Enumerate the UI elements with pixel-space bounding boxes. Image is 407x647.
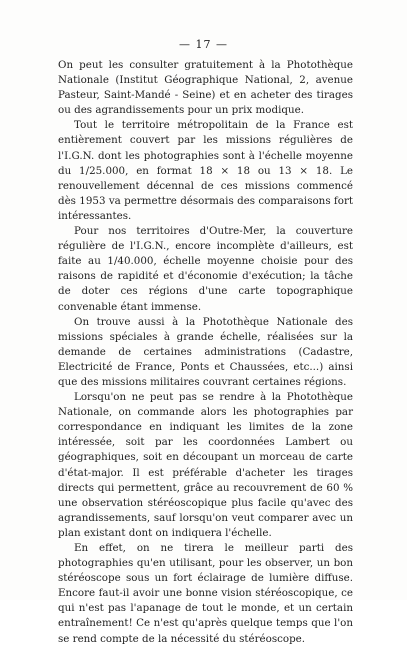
- paragraph-stereoscope: En effet, on ne tirera le meilleur parti des photographies qu'en utilisant, pour les observer, un bon stéréoscope sous un fort éclairage de lumière diffuse. Encore faut-il avoir une bonne vision stéréoscopique, ce qui n'est pas l'apanage de tout le monde, et un certain entraînement! Ce n'est qu'après quelque temps que l'on se rend compte de la nécessité du stéréoscope.: [58, 542, 353, 645]
- page-number: — 17 —: [179, 38, 228, 51]
- paragraph-metropolitan-coverage: Tout le territoire métropolitain de la France est entièrement couvert par les missions régulières de l'I.G.N. dont les photographies sont à l'échelle moyenne du 1/25.000, en format 18 × 18 ou 13 × 18. Le renouvellement décennal de ces missions commencé dès 1953 va permettre désormais des comparaisons fort intéressantes.: [58, 119, 353, 222]
- paragraph-overseas-coverage: Pour nos territoires d'Outre-Mer, la couverture régulière de l'I.G.N., encore incomplète d'ailleurs, est faite au 1/40.000, échelle moyenne choisie pour des raisons de rapidité et d'économie d'exécution; la tâche de doter ces régions d'une carte topographique convenable étant immense.: [58, 225, 353, 313]
- paragraph-ordering: Lorsqu'on ne peut pas se rendre à la Photothèque Nationale, on commande alors les photographies par correspondance en indiquant les limites de la zone intéressée, soit par les coordonnées Lambert ou géographiques, soit en découpant un morceau de carte d'état-major. Il est préférable d'acheter les tirages directs qui permettent, grâce au recouvrement de 60 % une observation stéréoscopique plus facile qu'avec des agrandissements, sauf lorsqu'on veut comparer avec un plan existant dont on indiquera l'échelle.: [58, 391, 353, 539]
- body-text: [58, 58, 353, 647]
- paragraph-consultation: On peut les consulter gratuitement à la Photothèque Nationale (Institut Géographique National, 2, avenue Pasteur, Saint-Mandé - Seine) et en acheter des tirages ou des agrandissements pour un prix modique.: [58, 59, 353, 117]
- paragraph-special-missions: On trouve aussi à la Photothèque Nationale des missions spéciales à grande échelle, réalisées sur la demande de certaines administrations (Cadastre, Electricité de France, Ponts et Chaussées, etc...) ainsi que des missions militaires couvrant certaines régions.: [58, 315, 353, 388]
